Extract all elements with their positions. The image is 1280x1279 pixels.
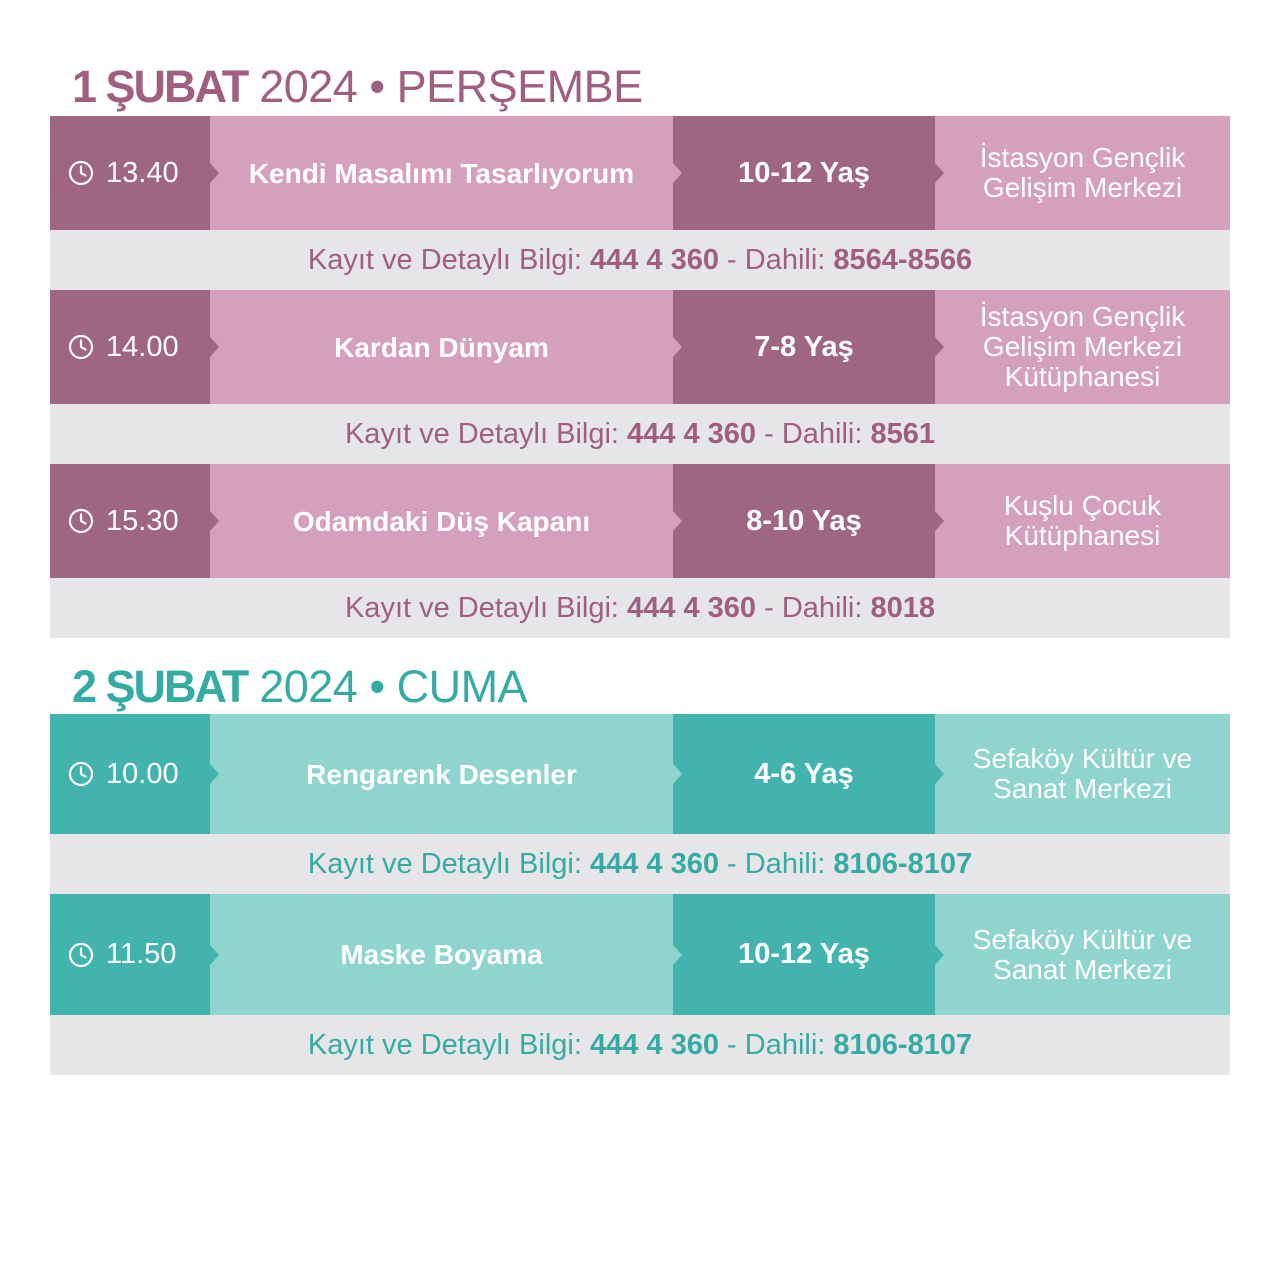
event-title: Maske Boyama <box>210 894 673 1015</box>
event-row <box>50 290 1230 404</box>
event-venue: İstasyon Gençlik Gelişim Merkezi <box>935 116 1230 230</box>
event-time-text: 15.30 <box>106 504 179 537</box>
clock-icon <box>68 942 94 968</box>
day-year-weekday: 2024 • PERŞEMBE <box>259 61 643 112</box>
event-info <box>50 1015 1230 1075</box>
event-time <box>50 116 210 230</box>
info-phone: 444 4 360 <box>589 847 719 880</box>
event-title: Kardan Dünyam <box>210 290 673 404</box>
event-info <box>50 404 1230 464</box>
event-row <box>50 116 1230 230</box>
event-time-text: 13.40 <box>106 156 179 189</box>
info-phone: 444 4 360 <box>627 591 757 624</box>
day-date: 2 ŞUBAT <box>72 661 248 712</box>
info-label: Kayıt ve Detaylı Bilgi: <box>307 1028 582 1061</box>
info-sep: - <box>727 847 737 880</box>
event-title: Kendi Masalımı Tasarlıyorum <box>210 116 673 230</box>
event-age: 10-12 Yaş <box>673 894 935 1015</box>
info-ext: 8561 <box>870 417 936 450</box>
info-phone: 444 4 360 <box>627 417 757 450</box>
clock-icon <box>68 761 94 787</box>
info-phone: 444 4 360 <box>589 243 719 276</box>
event-info <box>50 230 1230 290</box>
event-time <box>50 290 210 404</box>
info-ext-label: Dahili: <box>744 1028 826 1061</box>
event-age: 8-10 Yaş <box>673 464 935 578</box>
clock-icon <box>68 334 94 360</box>
info-sep: - <box>727 243 737 276</box>
day-title <box>72 62 643 112</box>
info-label: Kayıt ve Detaylı Bilgi: <box>344 417 619 450</box>
event-info <box>50 578 1230 638</box>
info-sep: - <box>727 1028 737 1061</box>
info-label: Kayıt ve Detaylı Bilgi: <box>307 243 582 276</box>
day-1-events <box>50 116 1230 638</box>
event-info <box>50 834 1230 894</box>
clock-icon <box>68 508 94 534</box>
event-time-text: 10.00 <box>106 757 179 790</box>
info-label: Kayıt ve Detaylı Bilgi: <box>307 847 582 880</box>
event-row <box>50 714 1230 834</box>
event-title: Odamdaki Düş Kapanı <box>210 464 673 578</box>
event-time-text: 11.50 <box>106 938 177 970</box>
info-phone: 444 4 360 <box>589 1028 719 1061</box>
day-year-weekday: 2024 • CUMA <box>259 661 528 712</box>
info-ext-label: Dahili: <box>744 243 826 276</box>
day-title <box>72 662 527 712</box>
event-venue: Sefaköy Kültür ve Sanat Merkezi <box>935 714 1230 834</box>
info-ext: 8564-8566 <box>833 243 973 276</box>
event-venue: İstasyon Gençlik Gelişim Merkezi Kütüphanesi <box>935 290 1230 404</box>
info-ext-label: Dahili: <box>781 591 863 624</box>
event-time-text: 14.00 <box>106 330 179 363</box>
event-row <box>50 894 1230 1015</box>
info-ext: 8018 <box>870 591 936 624</box>
day-2-events <box>50 714 1230 1075</box>
event-venue: Sefaköy Kültür ve Sanat Merkezi <box>935 894 1230 1015</box>
event-age: 7-8 Yaş <box>673 290 935 404</box>
info-ext-label: Dahili: <box>744 847 826 880</box>
day-date: 1 ŞUBAT <box>72 61 248 112</box>
info-ext-label: Dahili: <box>781 417 863 450</box>
event-row <box>50 464 1230 578</box>
info-ext: 8106-8107 <box>833 1028 973 1061</box>
event-time <box>50 894 210 1015</box>
info-ext: 8106-8107 <box>833 847 973 880</box>
event-age: 10-12 Yaş <box>673 116 935 230</box>
event-venue: Kuşlu Çocuk Kütüphanesi <box>935 464 1230 578</box>
event-time <box>50 714 210 834</box>
event-age: 4-6 Yaş <box>673 714 935 834</box>
info-sep: - <box>764 417 774 450</box>
event-time <box>50 464 210 578</box>
info-label: Kayıt ve Detaylı Bilgi: <box>344 591 619 624</box>
info-sep: - <box>764 591 774 624</box>
event-title: Rengarenk Desenler <box>210 714 673 834</box>
clock-icon <box>68 160 94 186</box>
